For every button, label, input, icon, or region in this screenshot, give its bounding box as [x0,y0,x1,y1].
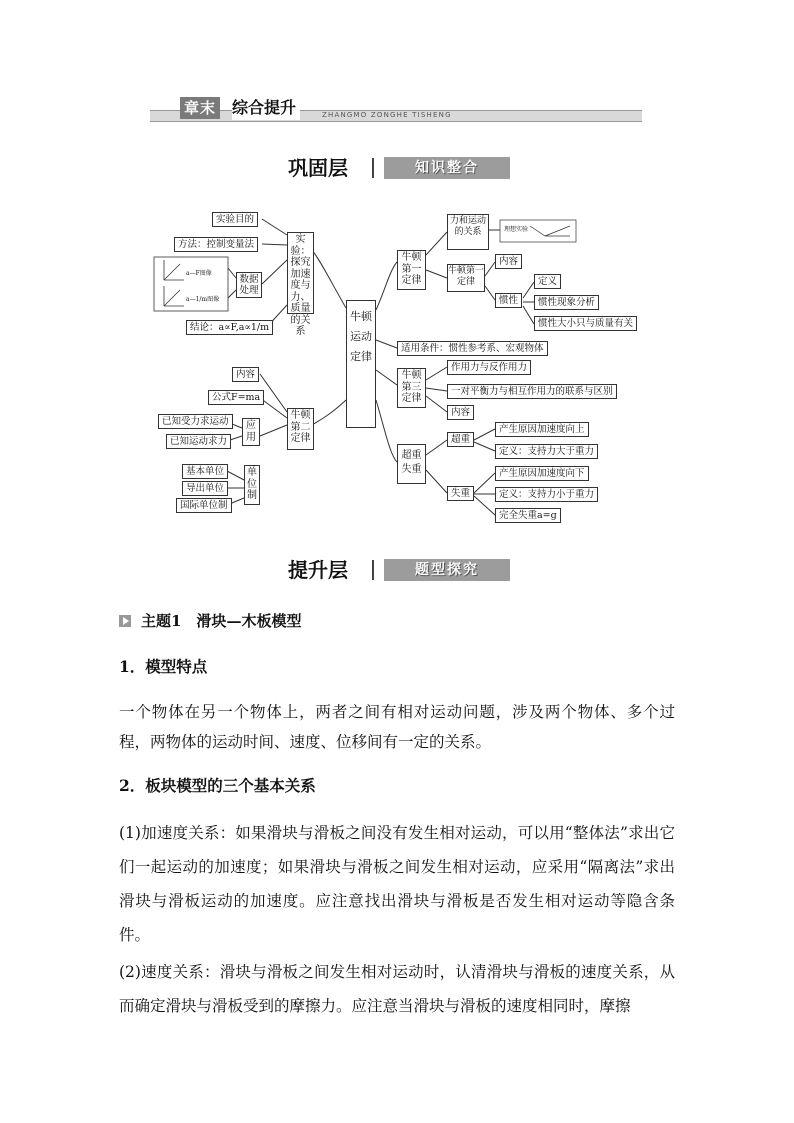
mm-apply-force: 已知受力求运动 [158,414,233,429]
mm-law3-content: 内容 [447,405,474,420]
chapter-title: 综合提升 [232,96,300,120]
layer2-heading [288,557,518,583]
section1-text: 一个物体在另一个物体上，两者之间有相对运动问题，涉及两个物体、多个过程，两物体的运动时间、速度、位移间有一定的关系。 [119,703,675,751]
layer1-box: 知识整合 [384,157,510,179]
mm-unit-si: 国际单位制 [176,498,232,513]
chapter-tag: 章末 [180,97,220,119]
mm-under: 失重 [447,486,474,501]
topic-label: 主题1 滑块—木板模型 [141,612,302,630]
mm-law2: 牛顿第二定律 [287,408,314,450]
mm-graph2-label: a—1/m图像 [186,296,220,303]
section2-title: 2．板块模型的三个基本关系 [119,776,316,795]
mm-inertia: 惯性 [495,293,522,308]
mm-under-def: 定义：支持力小于重力 [495,487,598,502]
mm-unit: 单位制 [244,465,260,505]
section2-para2: (2)速度关系：滑块与滑板之间发生相对运动时，认清滑块与滑板的速度关系，从而确定滑块与滑板受到的摩擦力。应注意当滑块与滑板的速度相同时，摩擦 [119,963,675,1015]
mm-inertia-analysis: 惯性现象分析 [534,295,599,310]
mm-unit-derived: 导出单位 [182,481,228,496]
mm-law3-compare: 一对平衡力与相互作用力的联系与区别 [447,384,617,399]
mm-law2-content: 内容 [232,367,259,382]
mm-over-def: 定义：支持力大于重力 [495,444,598,459]
mm-law1-force: 力和运动的关系 [447,214,489,250]
mm-unit-base: 基本单位 [182,464,228,479]
layer2-box: 题型探究 [384,559,510,581]
mm-law2-formula: 公式F=ma [208,390,264,405]
mm-apply-motion: 已知运动求力 [166,434,231,449]
mm-apply: 应用 [242,418,260,446]
layer1-title: 巩固层 [288,156,348,180]
mm-inertia-mass: 惯性大小只与质量有关 [534,316,637,331]
mm-scope: 适用条件：惯性参考系、宏观物体 [397,341,548,356]
mm-exp-method: 方法：控制变量法 [174,237,258,252]
mm-ideal-exp: 理想实验 [504,226,529,233]
mm-exp-goal: 实验目的 [212,212,258,227]
section2-para1: (1)加速度关系：如果滑块与滑板之间没有发生相对运动，可以用“整体法”求出它们一起运动的加速度；如果滑块与滑板之间发生相对运动，应采用“隔离法”求出滑块与滑板运动的加速度。应注意找出滑块与滑板是否发生相对运动等隐含条件。 [119,824,675,944]
mm-exp-node: 实验：探究加速度与力、质量的关系 [287,232,314,314]
section1-title: 1．模型特点 [119,657,208,676]
mm-law1-def: 牛顿第一定律 [447,264,485,292]
mm-center: 牛顿运动定律 [346,300,376,428]
topic-heading [119,610,301,632]
mm-inertia-def: 定义 [534,274,561,289]
mm-weight: 超重失重 [397,444,426,484]
mm-exp-data: 数据处理 [236,272,262,298]
chapter-pinyin: ZHANGMO ZONGHE TISHENG [322,111,452,119]
mm-over: 超重 [447,432,474,447]
layer2-divider [372,560,374,580]
mm-law3-action: 作用力与反作用力 [447,360,531,375]
layer1-heading [288,155,518,181]
play-triangle-icon [119,615,131,627]
mm-exp-result: 结论：a∝F,a∝1/m [186,320,273,335]
mm-over-cause: 产生原因加速度向上 [495,422,589,437]
mm-under-cause: 产生原因加速度向下 [495,466,589,481]
layer2-title: 提升层 [288,558,348,582]
mm-law1: 牛顿第一定律 [397,250,426,290]
mm-law1-content: 内容 [495,254,522,269]
mm-graph1-label: a—F图像 [186,270,212,277]
layer1-divider [372,158,374,178]
mm-under-complete: 完全失重a=g [495,508,561,523]
mind-map [150,200,650,520]
mm-law3: 牛顿第三定律 [397,368,426,408]
